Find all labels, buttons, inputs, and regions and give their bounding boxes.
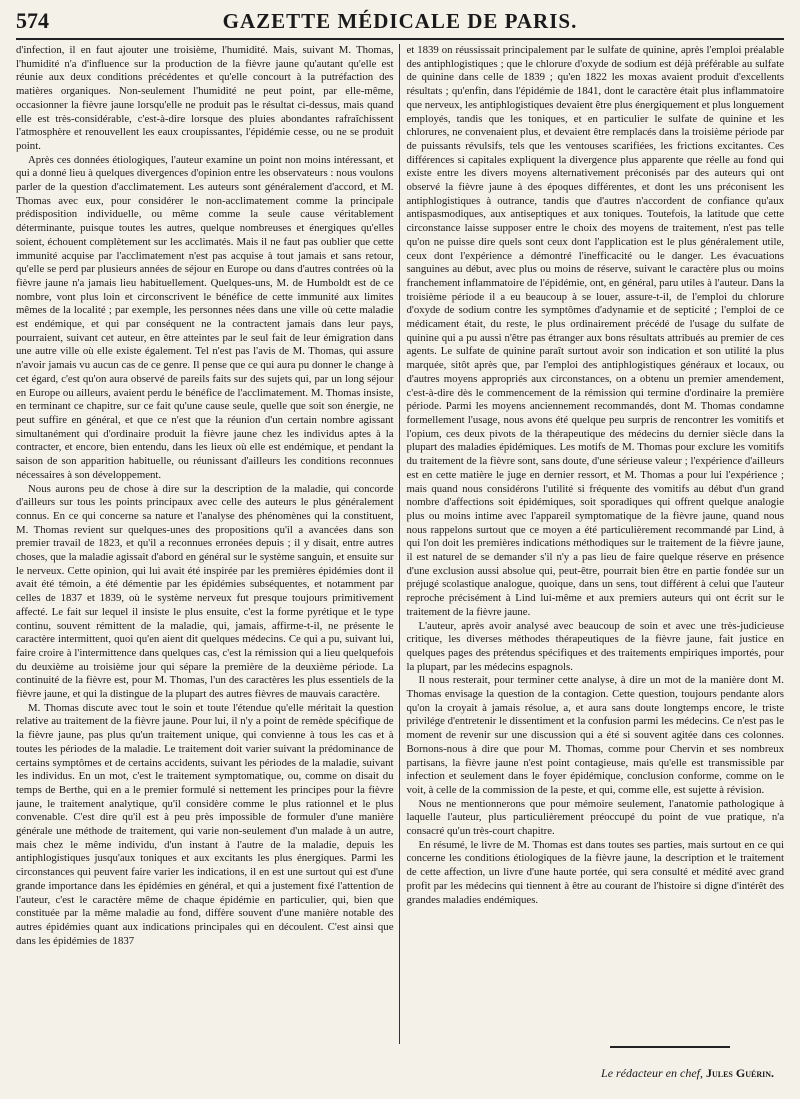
column-divider	[399, 44, 401, 1044]
paragraph: L'auteur, après avoir analysé avec beaucoup de soin et avec une très-judicieuse critique, les diverses méthodes thérapeutiques de la fièvre jaune, fait justice en quelques pages des prétendus spécifiques et des traitements empiriques importés, pour la plupart, par les médecins espagnols.	[406, 619, 784, 673]
paragraph: En résumé, le livre de M. Thomas est dans toutes ses parties, mais surtout en ce qui concerne les conditions étiologiques de la fièvre jaune, la description et le traitement de cette affection, un livre d'une haute portée, qui sera consulté et médité avec grand profit par les médecins qui tiennent à être au courant de l'histoire si digne d'intérêt des grandes maladies endémiques.	[406, 838, 784, 906]
running-title: GAZETTE MÉDICALE DE PARIS.	[222, 9, 578, 33]
article-columns	[16, 44, 784, 1044]
paragraph: Nous aurons peu de chose à dire sur la description de la maladie, qui concorde d'ailleurs sur tous les points principaux avec celle des auteurs le plus généralement connus. En ce qui concerne sa nature et l'analyse des phénomènes qui la constituent, M. Thomas revient sur quelques-unes des propositions qu'il a avancées dans son premier travail de 1823, et qu'il a reconnues erronées depuis ; il y disait, entre autres choses, que la maladie agissait d'abord en général sur le système sanguin, et ensuite sur le nerveux. Cette opinion, qui lui avait été inspirée par les premières épidémies dont il avait été témoin, a été démentie par les épidémies subséquentes, et notamment par celles de 1837 et 1839, où le système nerveux fut presque toujours primitivement affecté. Le fait sur lequel il insiste le plus ensuite, c'est la forme pyrétique et le type continu, souvent rémittent de la maladie, qui, jamais, affirme-t-il, ne présente le caractère intermittent, quoi qu'en aient dit quelques médecins. Ce qui a pu, suivant lui, faire croire à l'intermittence dans quelques cas, c'est la rémission qui a lieu quelquefois du deuxième au troisième jour qui sépare la première de la deuxième période. La continuité de la fièvre est, pour M. Thomas, l'un des caractères les plus essentiels de la fièvre jaune, et qui la distingue de la plupart des autres fièvres de mauvais caractère.	[16, 482, 394, 701]
paragraph: Il nous resterait, pour terminer cette analyse, à dire un mot de la manière dont M. Thomas envisage la question de la contagion. Cette question, toujours pendante alors qu'on la croyait à jamais résolue, a, et aura sans doute longtemps encore, le triste privilége d'entretenir le dissentiment et la confusion parmi les médecins. Ce n'est pas le moment de revenir sur une discussion qui a été si souvent agitée dans ces colonnes. Bornons-nous à dire que pour M. Thomas, comme pour Chervin et ses nombreux partisans, la fièvre jaune n'est point contagieuse, mais qu'elle est transmissible par infection et seulement dans le foyer épidémique, conclusion conforme, comme on le voit, à celle de la commission de la peste, et qui, comme elle, est sujette à révision.	[406, 674, 784, 796]
page-header	[16, 8, 784, 40]
left-column	[16, 44, 399, 1044]
paragraph: M. Thomas discute avec tout le soin et toute l'étendue qu'elle méritait la question relative au traitement de la fièvre jaune. Pour lui, il n'y a point de remède spécifique de la fièvre jaune, pas plus qu'un traitement unique, qui convienne à tous les cas et à toutes les périodes de la maladie. Le traitement doit varier suivant la prédominance de certains symptômes et de certains accidents, suivant les périodes de la maladie, suivant les individus. En un mot, c'est le traitement symptomatique, ou, comme on disait du temps de Berthe, qui en a le premier formulé si nettement les principes pour la fièvre jaune, le traitement analytique, qu'il considère comme le plus rationnel et le plus convenable. C'est dire qu'il est à peu près impossible de formuler d'une manière générale une méthode de traitement, qui varie non-seulement d'un malade à un autre, mais chez le même individu, d'un instant à l'autre de la maladie, depuis les antiphlogistiques jusqu'aux toniques et aux excitants les plus énergiques. Parmi les circonstances qui peuvent faire varier les indications, il en est une surtout qui est d'une grande importance dans les épidémies en général, et qui a justement fixé l'attention de l'auteur, c'est le caractère même de chaque épidémie en particulier, qui, bien que constituée par la même maladie au fond, diffère souvent d'une manière notable des autres épidémies quant aux indications principales qui en découlent. C'est ainsi que dans les épidémies de 1837	[16, 701, 394, 947]
right-column	[400, 44, 784, 1044]
paragraph: d'infection, il en faut ajouter une troisième, l'humidité. Mais, suivant M. Thomas, l'humidité n'a d'influence sur la production de la fièvre jaune qu'autant qu'elle est réunie aux deux conditions précédentes et qu'elle concourt à la putréfaction des matières organiques. Non-seulement l'humidité ne peut point, par elle-même, occasionner la fièvre jaune lorsqu'elle ne produit pas le résultat ci-dessus, mais quand elle est très-considérable, c'est-à-dire lorsque des pluies abondantes rafraîchissent l'atmosphère et renouvellent les eaux croupissantes, l'épidémie cesse, ou ne se produit point.	[16, 44, 394, 152]
closing-rule	[610, 1046, 730, 1048]
paragraph: Après ces données étiologiques, l'auteur examine un point non moins intéressant, et qui a donné lieu à quelques divergences d'opinion entre les observateurs : nous voulons parler de la question d'acclimatement. Les auteurs sont généralement d'accord, et M. Thomas avec eux, pour considérer le non-acclimatement comme la principale prédisposition individuelle, ou même comme la seule cause véritablement déterminante, puisque toutes les autres, quelque nombreuses et énergiques qu'elles soient, échouent complètement sur les acclimatés. Mais il ne faut pas oublier que cette immunité acquise par l'acclimatement n'est pas acquise à tout jamais et sans retour, qu'elle se perd par plusieurs années de séjour en Europe ou dans d'autres contrées où la fièvre jaune n'a jamais lieu habituellement. Quelques-uns, M. de Humboldt est de ce nombre, vont plus loin et circonscrivent le bénéfice de cette immunité aux limites mêmes de la localité ; par exemple, les personnes nées dans une ville où cette maladie est endémique, et qui par conséquent ne la contractent jamais dans leur pays, pourraient, suivant cet auteur, en être atteintes par le seul fait de leur émigration dans une autre ville où elle existe également. Tel n'est pas l'avis de M. Thomas, qui assure n'avoir jamais vu aucun cas de ce genre. Il pense que ce qui aura pu donner le change à cet égard, c'est qu'on aura observé de pareils faits sur des sujets qui, par un long séjour en Europe ou ailleurs, avaient perdu le bénéfice de l'acclimatement. M. Thomas insiste, en terminant ce chapitre, sur ce fait qu'une cause seule, quelle que soit son énergie, ne peut suffire en général, et que ce n'est que la réunion d'un certain nombre agissant simultanément qui d'ordinaire produit la fièvre jaune chez les individus aptes à la contracter, et encore, bien entendu, dans les lieux où elle est endémique, et pendant la saison de son apparition habituelle, ou réunissant d'ailleurs les conditions reconnues nécessaires à son développement.	[16, 153, 394, 481]
signature-name: Jules Guérin.	[705, 1066, 774, 1080]
paragraph: Nous ne mentionnerons que pour mémoire seulement, l'anatomie pathologique à laquelle l'auteur, plus particulièrement préoccupé du point de vue pratique, n'a consacré qu'un très-court chapitre.	[406, 797, 784, 838]
paragraph: et 1839 on réussissait principalement par le sulfate de quinine, après l'emploi préalable des antiphlogistiques ; que le chlorure d'oxyde de sodium est déjà préférable au sulfate de quinine dans celle de 1839 ; qu'en 1822 les moxas avaient produit d'excellents résultats ; qu'enfin, dans l'épidémie de 1841, dont le caractère était plus inflammatoire que nerveux, les antiphlogistiques devaient être plus énergiquement et plus longuement employés, tandis que les toniques, et en particulier le sulfate de quinine et les chlorures, ne convenaient plus, et devaient être remplacés dans la troisième période par de puissants révulsifs, tels que les ventouses scarifiées, les frictions excitantes. Ces différences si capitales expliquent la divergence plus apparente que réelle au fond qui existe entre les divers moyens alternativement préconisés par des auteurs qui ont observé la fièvre jaune à des époques différentes, et dont les uns préconisent les antiphlogistiques à outrance, tandis que d'autres n'accordent de confiance qu'aux antispasmodiques, aux antiseptiques et aux toniques. Toutefois, la latitude que cette circonstance laisse supposer entre le choix des moyens de traitement, n'est pas telle qu'on ne puisse dire quels sont ceux dont l'application est le plus généralement utile, ceux dont l'expérience a démontré l'inefficacité ou le danger. Les évacuations sanguines au début, avec plus ou moins de réserve, suivant le caractère plus ou moins franchement inflammatoire de l'épidémie, ont, en général, paru utiles à l'auteur. Dans la troisième période il a eu beaucoup à se louer, assure-t-il, de l'emploi du chlorure d'oxyde de sodium contre les symptômes d'adynamie et de septicité ; l'emploi de ce médicament était, du reste, le plus ordinairement précédé de l'usage du sulfate de quinine qui a pu aussi n'être pas étranger aux bons résultats attribués au premier de ces agents. Le sulfate de quinine paraît surtout avoir son indication et son utilité la plus marquée, sitôt après que, par l'emploi des antiphlogistiques généraux et locaux, ou d'autres moyens appropriés aux circonstances, on a obtenu un premier amendement, c'est-à-dire dès le commencement de la rémission qui termine d'ordinaire la première période. Parmi les moyens anciennement recommandés, dont M. Thomas condamne formellement l'usage, nous avons été quelque peu surpris de rencontrer les vomitifs et l'opium, ces deux pivots de la thérapeutique des médecins du dernier siècle dans la plupart des maladies épidémiques. Les motifs de M. Thomas pour exclure les vomitifs du traitement de la fièvre sont, sans doute, d'une sérieuse valeur ; l'expérience d'ailleurs est en cette matière le juge en dernier ressort, et M. Thomas a pour lui l'expérience ; mais quand nous considérons l'utilité si fréquente des vomitifs au début d'un grand nombre d'affections soit épidémiques, soit sporadiques qui offrent quelque analogie plus ou moins intime avec l'appareil symptomatique de la fièvre jaune, quand nous nous rappelons surtout que ce moyen a été particulièrement recommandé par Lind, à qui l'on doit les premières indications méthodiques sur le traitement de la fièvre jaune, il est naturel de se demander s'il n'y a pas lieu de faire quelque réserve en présence d'une exclusion aussi absolue qui, peut-être, pourrait bien être en partie fondée sur un préjugé scolastique analogue, quoique, dans un sens, tout différent à celui que l'auteur reproche précisément à Lind lui-même et aux premiers auteurs qui ont écrit sur le traitement de la fièvre jaune.	[406, 44, 784, 618]
signature-label: Le rédacteur en chef,	[601, 1066, 703, 1080]
editor-signature	[601, 1066, 774, 1081]
page-number: 574	[16, 8, 49, 33]
